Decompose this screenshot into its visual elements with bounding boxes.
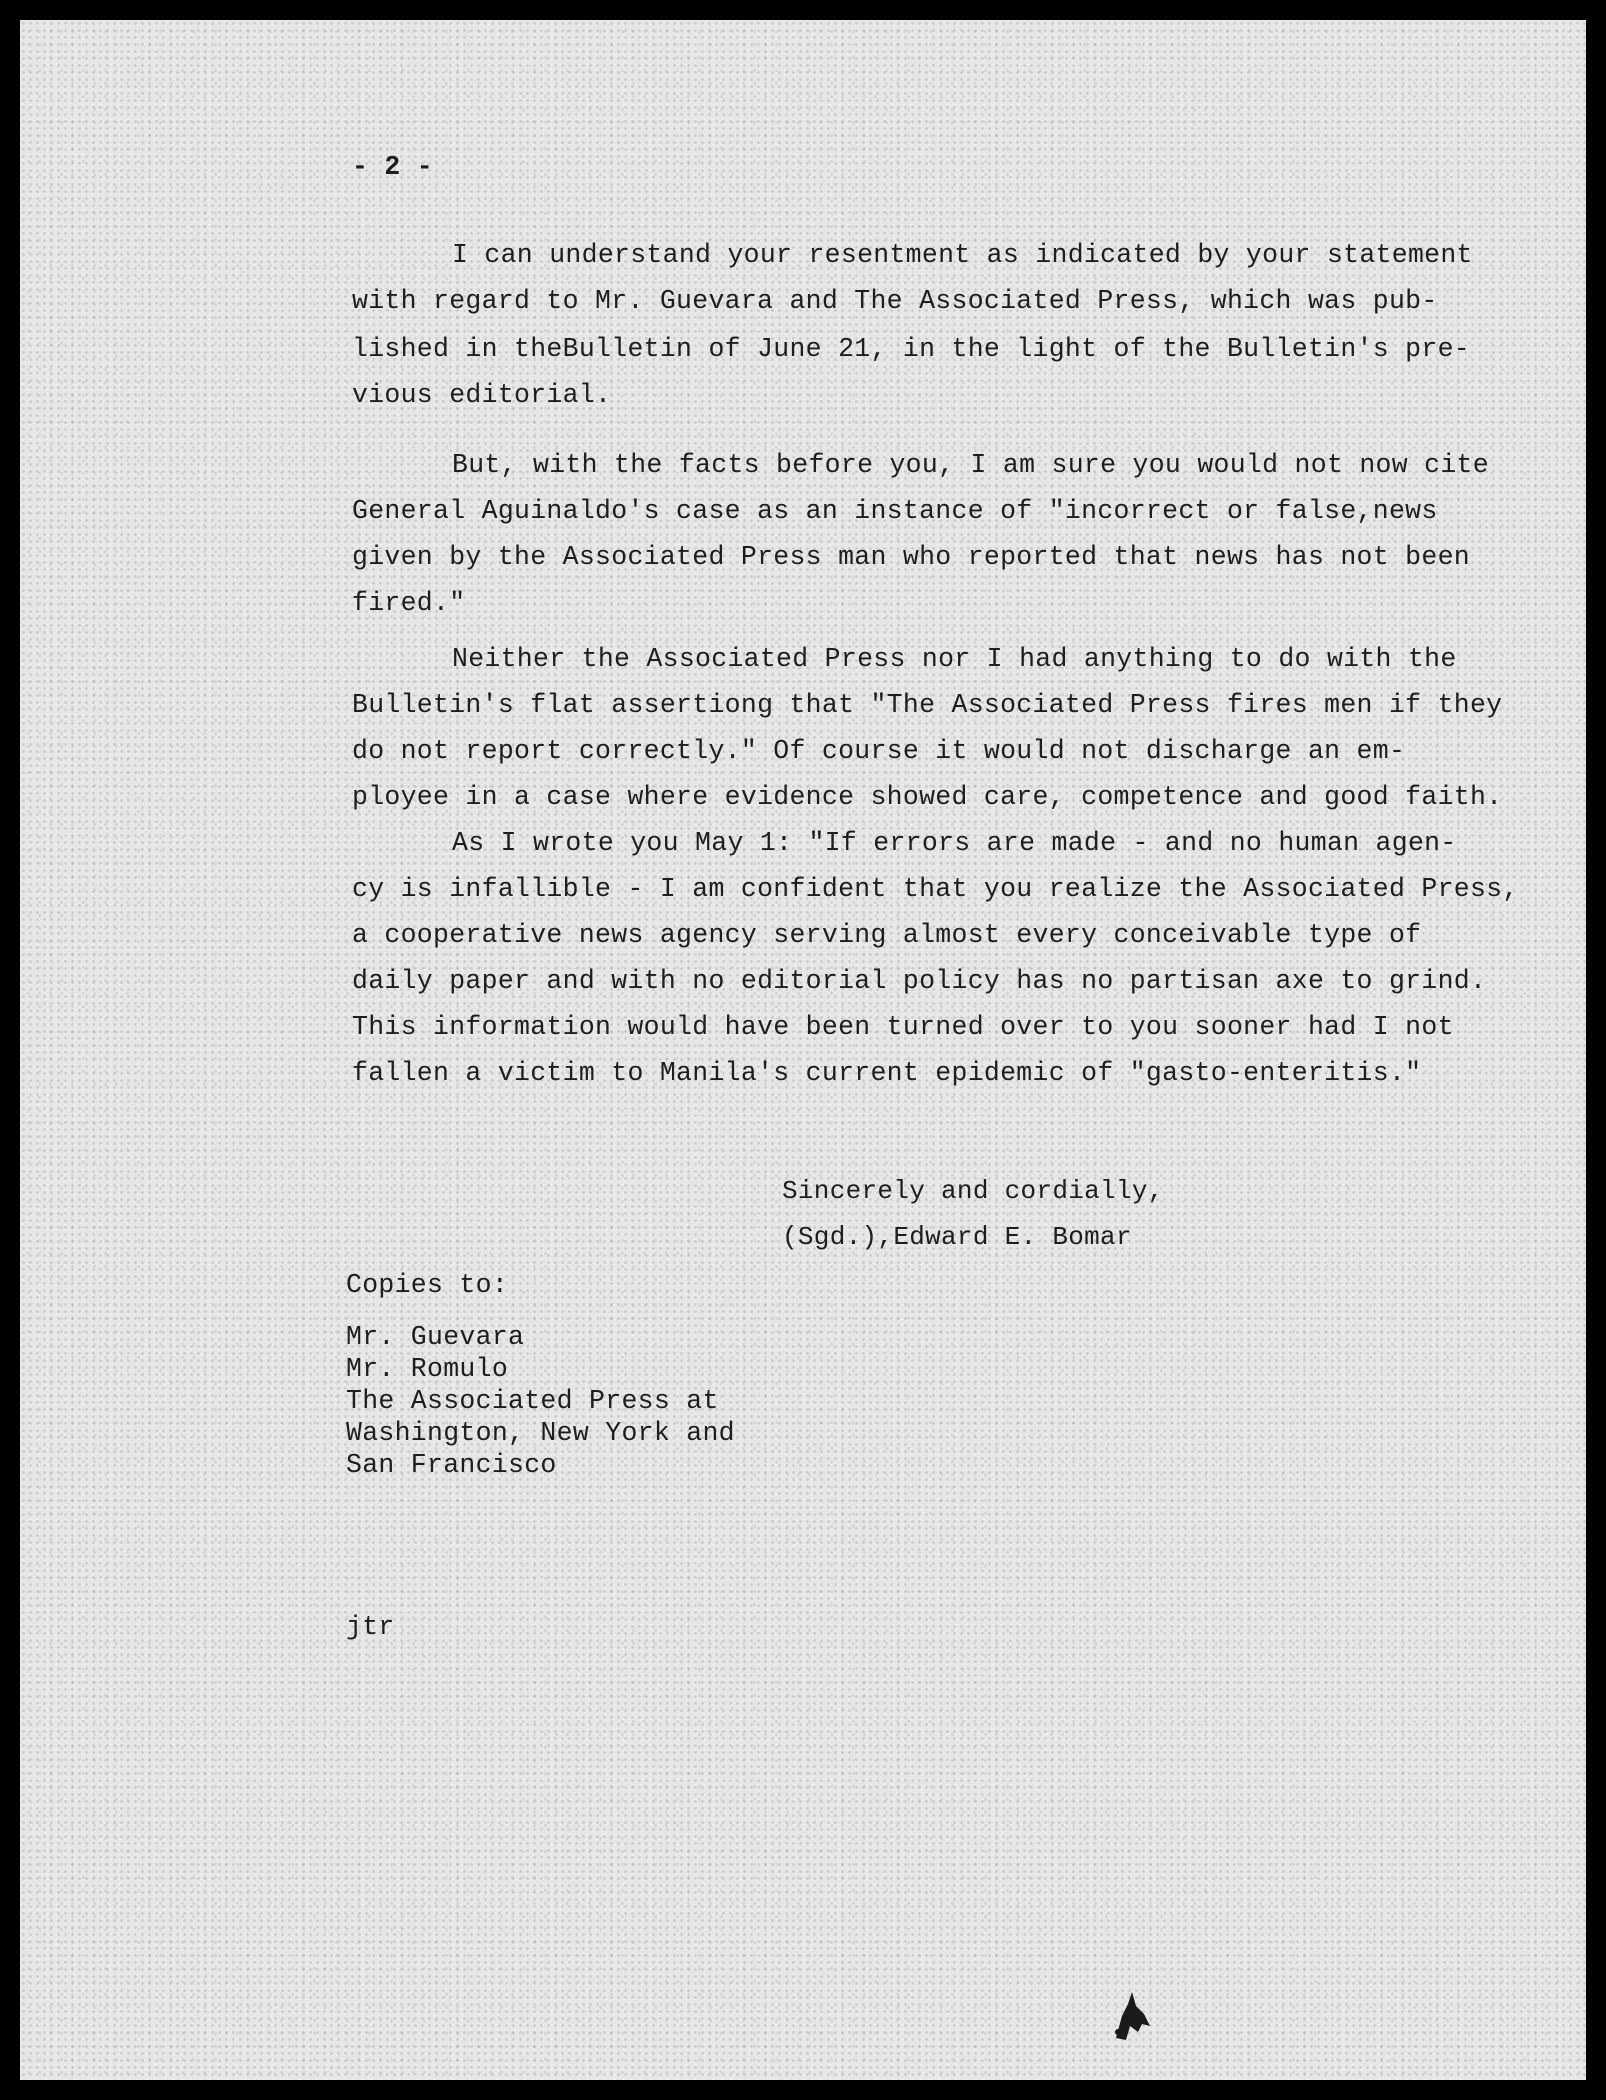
copies-recipient: San Francisco (346, 1450, 557, 1480)
paragraph-line: fired." (352, 588, 466, 618)
paragraph-line: vious editorial. (352, 380, 612, 410)
paragraph-line: daily paper and with no editorial policy has no partisan axe to grind. (352, 966, 1487, 996)
paragraph-line: cy is infallible - I am confident that you realize the Associated Press, (352, 874, 1519, 904)
closing-salutation: Sincerely and cordially, (782, 1176, 1164, 1206)
paragraph-line: General Aguinaldo's case as an instance of "incorrect or false,news (352, 496, 1438, 526)
paragraph-line: a cooperative news agency serving almost every conceivable type of (352, 920, 1422, 950)
paragraph-line: This information would have been turned over to you sooner had I not (352, 1012, 1454, 1042)
paragraph-line: But, with the facts before you, I am sure you would not now cite (452, 450, 1489, 480)
copies-recipient: Washington, New York and (346, 1418, 735, 1448)
paragraph-line: As I wrote you May 1: "If errors are made - and no human agen- (452, 828, 1457, 858)
paragraph-line: Neither the Associated Press nor I had anything to do with the (452, 644, 1457, 674)
paragraph-line: fallen a victim to Manila's current epidemic of "gasto-enteritis." (352, 1058, 1422, 1088)
paragraph-line: given by the Associated Press man who reported that news has not been (352, 542, 1470, 572)
letter-page (20, 20, 1586, 2080)
signature: (Sgd.),Edward E. Bomar (782, 1222, 1132, 1252)
copies-recipient: Mr. Guevara (346, 1322, 525, 1352)
paragraph-line: lished in theBulletin of June 21, in the light of the Bulletin's pre- (352, 334, 1470, 364)
copies-heading: Copies to: (346, 1270, 509, 1300)
copies-recipient: Mr. Romulo (346, 1354, 509, 1384)
copies-recipient: The Associated Press at (346, 1386, 719, 1416)
paragraph-line: do not report correctly." Of course it would not discharge an em- (352, 736, 1406, 766)
ink-smudge-icon (1108, 1986, 1158, 2046)
paragraph-line: Bulletin's flat assertiong that "The Associated Press fires men if they (352, 690, 1503, 720)
paragraph-line: ployee in a case where evidence showed care, competence and good faith. (352, 782, 1503, 812)
paragraph-line: with regard to Mr. Guevara and The Associated Press, which was pub- (352, 286, 1438, 316)
paragraph-line: I can understand your resentment as indicated by your statement (452, 240, 1473, 270)
typist-initials: jtr (346, 1612, 395, 1642)
page-number: - 2 - (352, 152, 434, 182)
